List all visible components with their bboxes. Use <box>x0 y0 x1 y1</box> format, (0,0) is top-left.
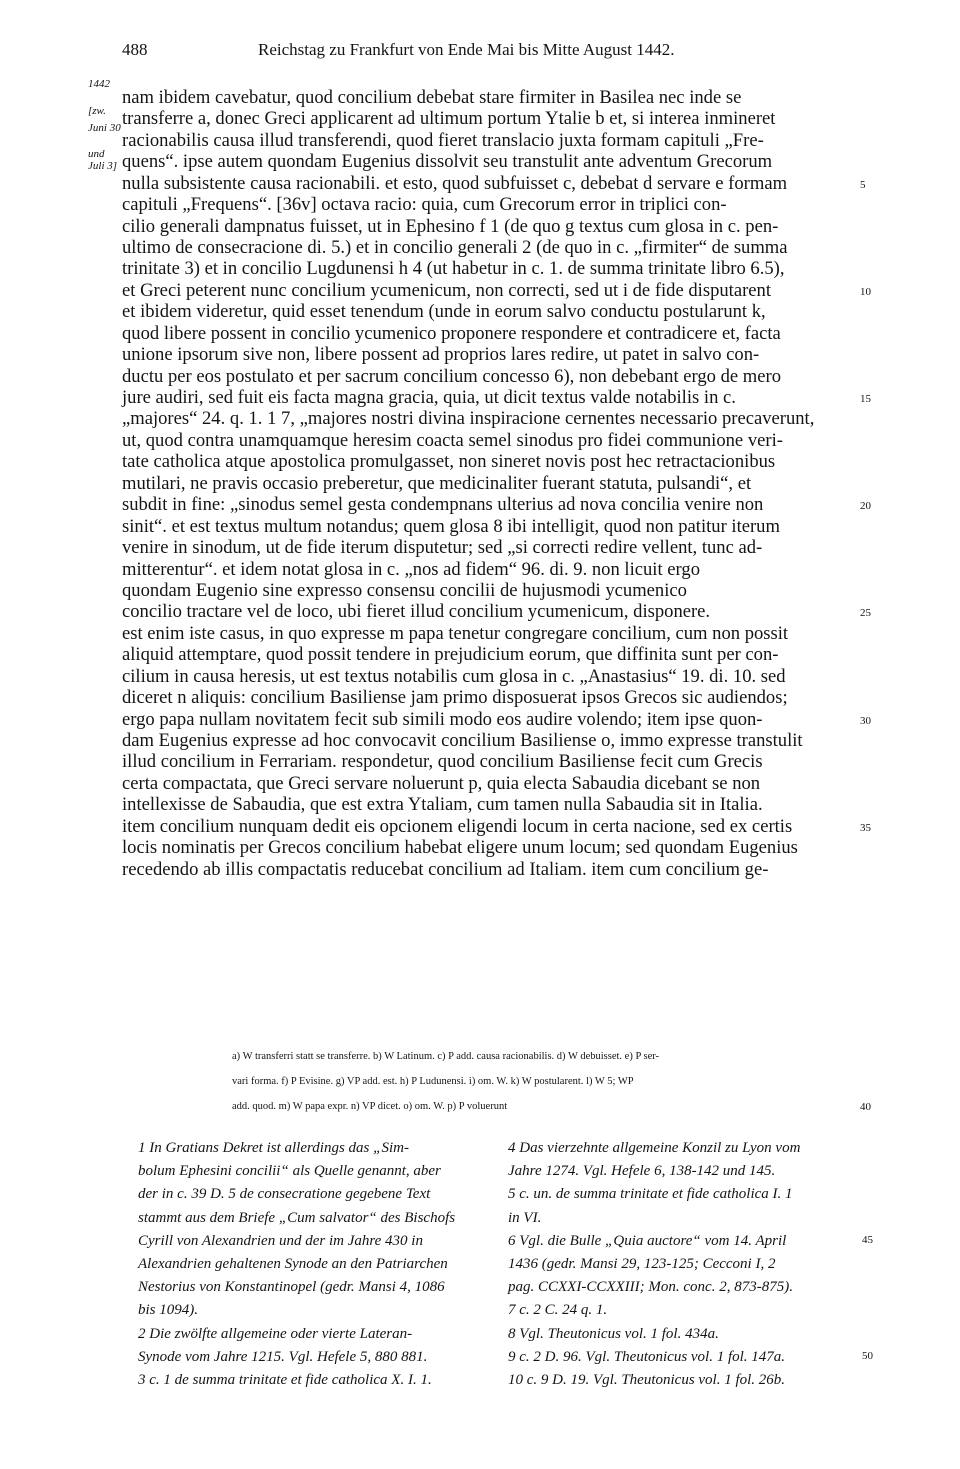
footnote-line: Alexandrien gehaltenen Synode an den Patriarchen <box>138 1256 448 1272</box>
text-line: nulla subsistente causa racionabili. et esto, quod subfuisset c, debebat d servare e formam <box>122 172 788 194</box>
text-line: intellexisse de Sabaudia, que est extra Ytaliam, cum tamen nulla Sabaudia sit in Italia. <box>122 794 763 816</box>
footnote-line: 1436 (gedr. Mansi 29, 123-125; Cecconi I, 2 <box>508 1256 776 1272</box>
apparatus-line: add. quod. m) W papa expr. n) VP dicet. o) om. W. p) P voluerunt <box>232 1101 508 1112</box>
text-line: mitterentur“. et idem notat glosa in c. „nos ad fidem“ 96. di. 9. non licuit ergo <box>122 558 700 580</box>
footnote-line: 6 Vgl. die Bulle „Quia auctore“ vom 14. April <box>508 1232 787 1249</box>
margin-note: und <box>88 148 105 160</box>
line-number: 5 <box>860 178 866 191</box>
text-line: cilio generali dampnatus fuisset, ut in Ephesino f 1 (de quo g textus cum glosa in c. pen- <box>122 215 779 237</box>
footnote-line: stammt aus dem Briefe „Cum salvator“ des Bischofs <box>138 1209 456 1226</box>
text-line: racionabilis causa illud transferendi, quod fieret translacio juxta formam capituli „Fre- <box>122 129 764 151</box>
text-line: venire in sinodum, ut de fide iterum disputetur; sed „si correcti redire vellent, tunc ad- <box>122 537 763 558</box>
line-number: 50 <box>862 1349 873 1362</box>
margin-note: Juni 30 <box>88 122 121 134</box>
text-line: nam ibidem cavebatur, quod concilium debebat stare firmiter in Basilea nec inde se <box>122 87 742 108</box>
footnote-line: bolum Ephesini concilii“ als Quelle genannt, aber <box>138 1163 441 1180</box>
footnote-line: in VI. <box>508 1209 542 1226</box>
margin-note: Juli 3] <box>88 160 118 172</box>
text-line: ergo papa nullam novitatem fecit sub simili modo eos audire volendo; item ipse quon- <box>122 708 763 730</box>
text-line: diceret n aliquis: concilium Basiliense jam primo disposuerat ipsos Grecos sic audiendos; <box>122 687 788 708</box>
footnote-line: 2 Die zwölfte allgemeine oder vierte Lateran- <box>138 1325 413 1342</box>
line-number: 10 <box>860 285 871 298</box>
text-line: tate catholica atque apostolica promulgasset, non sineret novis post hec retractacionibus <box>122 451 776 473</box>
line-number: 30 <box>860 714 871 727</box>
footnote-line: 7 c. 2 C. 24 q. 1. <box>508 1302 608 1319</box>
apparatus-line: a) W transferri statt se transferre. b) W Latinum. c) P add. causa racionabilis. d) W debuisset. e) P ser- <box>232 1051 660 1062</box>
text-line: subdit in fine: „sinodus semel gesta condempnans ulterius ad nova concilia venire non <box>122 494 764 516</box>
margin-note: [zw. <box>88 105 106 117</box>
footnote-line: 10 c. 9 D. 19. Vgl. Theutonicus vol. 1 fol. 26b. <box>508 1372 786 1388</box>
footnote-line: 3 c. 1 de summa trinitate et fide catholica X. I. 1. <box>138 1372 432 1388</box>
text-line: „majores“ 24. q. 1. 1 7, „majores nostri divina inspiracione cernentes necessario precaverunt, <box>122 408 815 430</box>
text-line: cilium in causa heresis, ut est textus notabilis cum glosa in c. „Anastasius“ 19. di. 10. sed <box>122 665 786 687</box>
line-number: 45 <box>862 1233 873 1246</box>
text-line: sinit“. et est textus multum notandus; quem glosa 8 ibi intelligit, quod non patitur iterum <box>122 515 780 537</box>
line-number: 15 <box>860 393 871 405</box>
text-line: quondam Eugenio sine expresso consensu concilii de hujusmodi ycumenico <box>122 579 687 601</box>
text-line: quod libere possent in concilio ycumenico proponere respondere et contradicere et, facta <box>122 322 781 344</box>
apparatus-line-number: 40 <box>860 1101 871 1113</box>
footnote-line: pag. CCXXI-CCXXIII; Mon. conc. 2, 873-875). <box>508 1279 793 1296</box>
text-line: ut, quod contra unamquamque heresim coacta semel sinodus pro fidei communione veri- <box>122 429 783 451</box>
text-line: concilio tractare vel de loco, ubi fieret illud concilium ycumenicum, disponere. <box>122 601 711 623</box>
footnote-line: Nestorius von Konstantinopel (gedr. Mansi 4, 1086 <box>138 1279 445 1296</box>
footnote-line: Synode vom Jahre 1215. Vgl. Hefele 5, 880 881. <box>138 1348 428 1365</box>
text-line: aliquid attemptare, quod possit tendere in prejudicium eorum, que diffinita sunt per con- <box>122 644 779 666</box>
footnote-line: 4 Das vierzehnte allgemeine Konzil zu Lyon vom <box>508 1140 801 1156</box>
text-line: item concilium nunquam dedit eis opcionem eligendi locum in certa nacione, sed ex certis <box>122 815 793 837</box>
text-line: quens“. ipse autem quondam Eugenius dissolvit seu transtulit ante adventum Grecorum <box>122 151 773 173</box>
running-title: Reichstag zu Frankfurt von Ende Mai bis Mitte August 1442. <box>258 40 675 59</box>
text-line: trinitate 3) et in concilio Lugdunensi h 4 (ut habetur in c. 1. de summa trinitate libro 6.5), <box>122 258 785 280</box>
apparatus-line: vari forma. f) P Evisine. g) VP add. est. h) P Ludunensi. i) om. W. k) W postularent. l) W 5; WP <box>232 1076 634 1087</box>
text-line: recedendo ab illis compactatis reducebat concilium ad Italiam. item cum concilium ge- <box>122 858 769 880</box>
footnote-line: 8 Vgl. Theutonicus vol. 1 fol. 434a. <box>508 1325 719 1342</box>
footnote-line: 5 c. un. de summa trinitate et fide catholica I. 1 <box>508 1186 793 1203</box>
text-line: ductu per eos postulato et per sacrum concilium concesso 6), non debebant ergo de mero <box>122 365 782 387</box>
text-line: transferre a, donec Greci applicarent ad ultimum portum Ytalie b et, si interea inmineret <box>122 108 776 130</box>
footnote-line: 1 In Gratians Dekret ist allerdings das „Sim- <box>138 1140 409 1156</box>
text-line: et Greci peterent nunc concilium ycumenicum, non correcti, sed ut i de fide disputarent <box>122 279 772 301</box>
text-line: locis nominatis per Grecos concilium habebat eligere unum locum; sed quondam Eugenius <box>122 837 798 858</box>
footnote-line: der in c. 39 D. 5 de consecratione gegebene Text <box>138 1186 431 1203</box>
text-line: dam Eugenius expresse ad hoc convocavit concilium Basiliense o, immo expresse transtulit <box>122 729 803 751</box>
line-number: 35 <box>860 821 871 834</box>
text-line: est enim iste casus, in quo expresse m papa tenetur congregare concilium, cum non possit <box>122 622 789 644</box>
text-line: et ibidem videretur, quid esset tenendum (unde in eorum salvo conductu postularunt k, <box>122 301 766 323</box>
text-line: illud concilium in Ferrariam. respondetur, quod concilium Basiliense fecit cum Grecis <box>122 751 763 773</box>
text-line: jure audiri, sed fuit eis facta magna gracia, quia, ut dicit textus valde notabilis in c. <box>122 387 736 408</box>
line-number: 20 <box>860 500 871 513</box>
text-line: mutilari, ne pravis occasio preberetur, que medicinaliter fuerant statuta, pulsandi“, et <box>122 472 752 494</box>
text-line: certa compactata, que Greci servare noluerunt p, quia electa Sabaudia dicebant se non <box>122 772 761 794</box>
text-line: ultimo de consecracione di. 5.) et in concilio generali 2 (de quo in c. „firmiter“ de summa <box>122 237 788 258</box>
page-number: 488 <box>122 40 148 59</box>
footnote-line: Cyrill von Alexandrien und der im Jahre 430 in <box>138 1232 423 1249</box>
footnote-line: 9 c. 2 D. 96. Vgl. Theutonicus vol. 1 fol. 147a. <box>508 1348 786 1365</box>
margin-note: 1442 <box>88 78 110 90</box>
text-line: capituli „Frequens“. [36v] octava racio: quia, cum Grecorum error in triplici con- <box>122 194 727 216</box>
footnote-line: Jahre 1274. Vgl. Hefele 6, 138-142 und 145. <box>508 1163 776 1180</box>
footnote-line: bis 1094). <box>138 1302 198 1319</box>
line-number: 25 <box>860 607 871 620</box>
text-line: unione ipsorum sive non, libere possent ad proprios lares redire, ut patet in salvo con- <box>122 344 760 366</box>
